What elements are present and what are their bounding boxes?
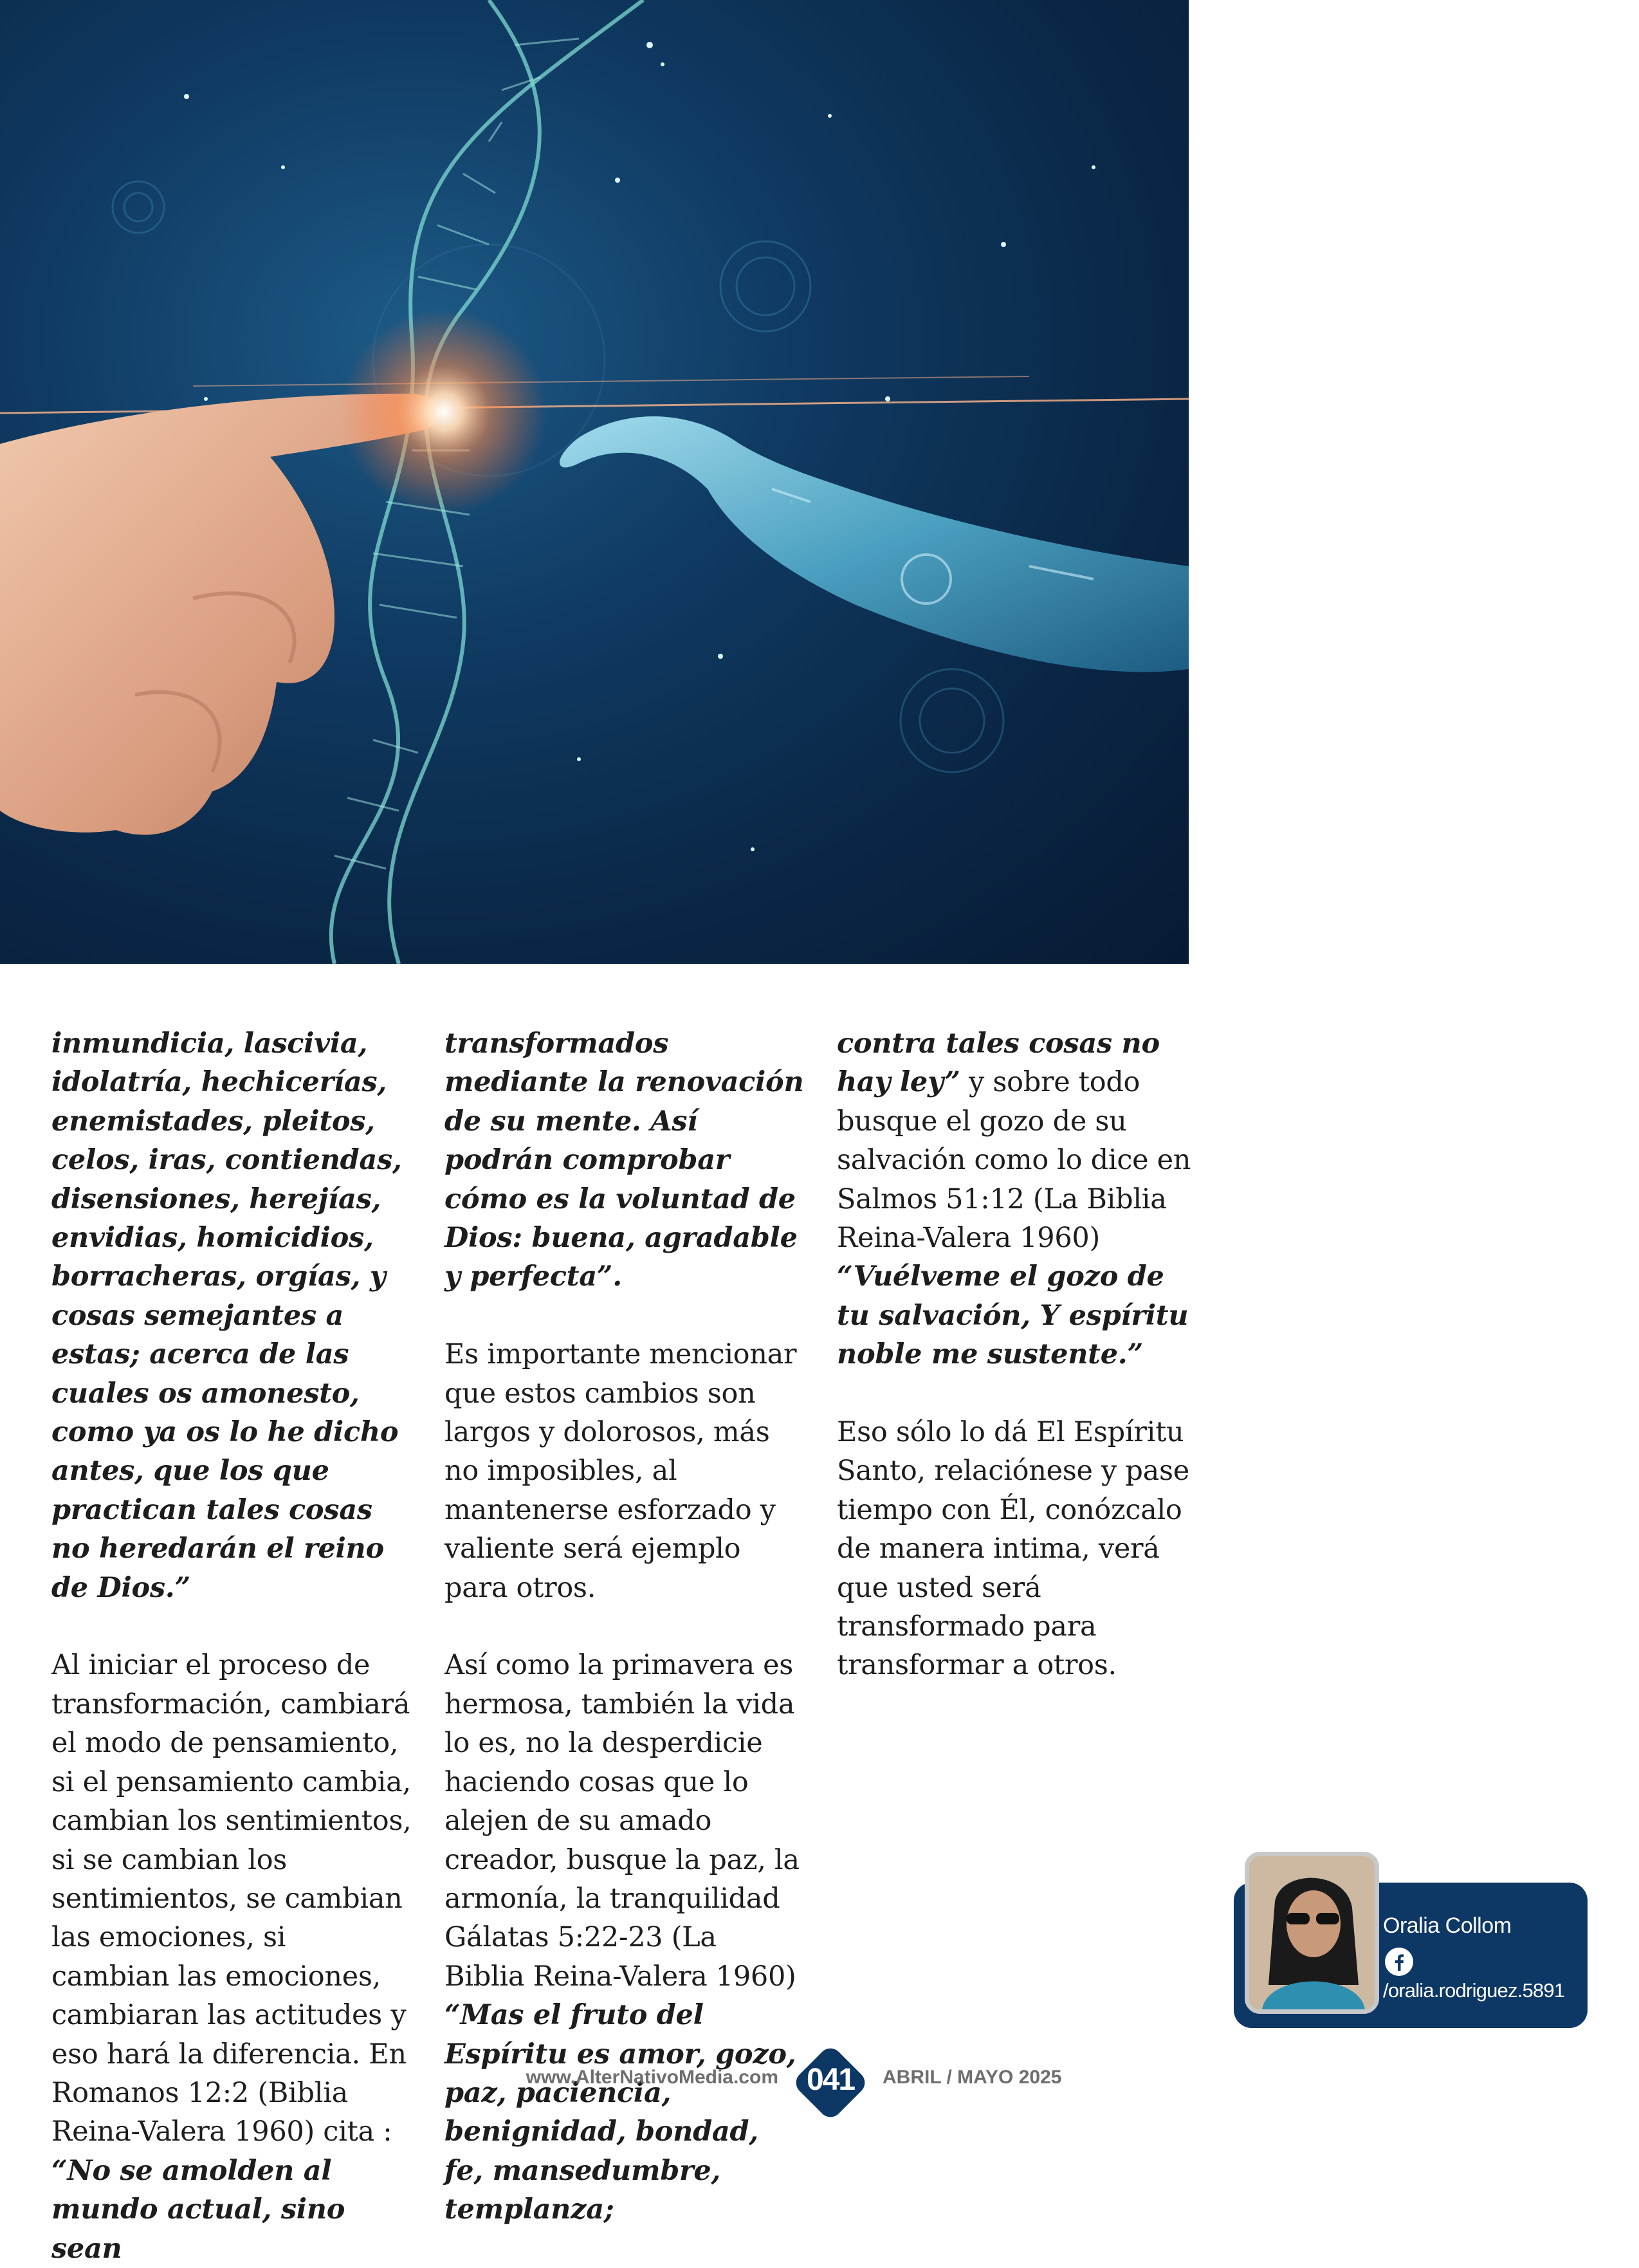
- robot-hand: [560, 416, 1189, 672]
- paragraph-transformation: [51, 1646, 412, 2268]
- footer-issue-date: ABRIL / MAYO 2025: [883, 2067, 1062, 2088]
- paragraph-spring-text: Así como la primavera es hermosa, también la vida lo es, no la desperdicie haciendo cosas que lo alejen de su amado creador, busque la paz, la armonía, la tranquilidad Gálatas 5:22-23 (La Biblia Reina-Valera 1960): [444, 1649, 800, 1993]
- romans-quote-start: “No se amolden al mundo actual, sino sean: [51, 2154, 345, 2265]
- paragraph-spring: [444, 1646, 805, 2229]
- paragraph-joy-text: y sobre todo busque el gozo de su salvación como lo dice en Salmos 51:12 (La Biblia Reina-Valera 1960): [837, 1066, 1191, 1255]
- galatians-quote-start: “Mas el fruto del Espíritu es amor, gozo, paz, paciencia, benignidad, bondad, fe, mansedumbre, templanza;: [444, 1999, 796, 2226]
- psalms-quote: “Vuélveme el gozo de tu salvación, Y espíritu noble me sustente.”: [837, 1260, 1189, 1371]
- footer-website[interactable]: www.AlterNativoMedia.com: [526, 2067, 778, 2088]
- paragraph-transformation-text: Al iniciar el proceso de transformación, cambiará el modo de pensamiento, si el pensamiento cambia, cambian los sentimientos, si se cambian los sentimientos, se cambian las emociones, si cambian las emociones, cambiaran las actitudes y eso hará la diferencia. En Romanos 12:2 (Biblia Reina-Valera 1960) cita :: [51, 1649, 412, 2148]
- article-column-2: [444, 1024, 805, 2229]
- paragraph-joy: [837, 1024, 1197, 1374]
- page-number: 041: [806, 2063, 855, 2097]
- hero-illustration: [0, 0, 1189, 964]
- romans-quote-end: transformados mediante la renovación de su mente. Así podrán comprobar cómo es la voluntad de Dios: buena, agradable y perfecta”.: [444, 1028, 804, 1293]
- paragraph-changes: Es importante mencionar que estos cambios son largos y dolorosos, más no imposibles, al mantenerse esforzado y valiente será ejemplo para otros.: [444, 1338, 797, 1604]
- paragraph-holy-spirit: Eso sólo lo dá El Espíritu Santo, relaciónese y pase tiempo con Él, conózcalo de manera intima, verá que usted será transformado para transformar a otros.: [837, 1416, 1189, 1682]
- author-name: Oralia Collom: [1383, 1913, 1512, 1938]
- article-column-3: [837, 1024, 1197, 1685]
- facebook-icon[interactable]: [1384, 1947, 1414, 1977]
- bible-quote-galatians-end: inmundicia, lascivia, idolatría, hechicerías, enemistades, pleitos, celos, iras, contiendas, disensiones, herejías, envidias, homicidios, borracheras, orgías, y cosas semejantes a estas; acerca de las cuales os amonesto, como ya os lo he dicho antes, que los que practican tales cosas no heredarán el reino de Dios.”: [51, 1028, 402, 1604]
- galatians-quote-end: contra tales cosas no hay ley”: [837, 1028, 1160, 1099]
- author-avatar: [1245, 1852, 1379, 2014]
- hero-image: [0, 0, 1189, 964]
- article-column-1: [51, 1024, 412, 2268]
- author-facebook-handle[interactable]: /oralia.rodriguez.5891: [1383, 1979, 1565, 2002]
